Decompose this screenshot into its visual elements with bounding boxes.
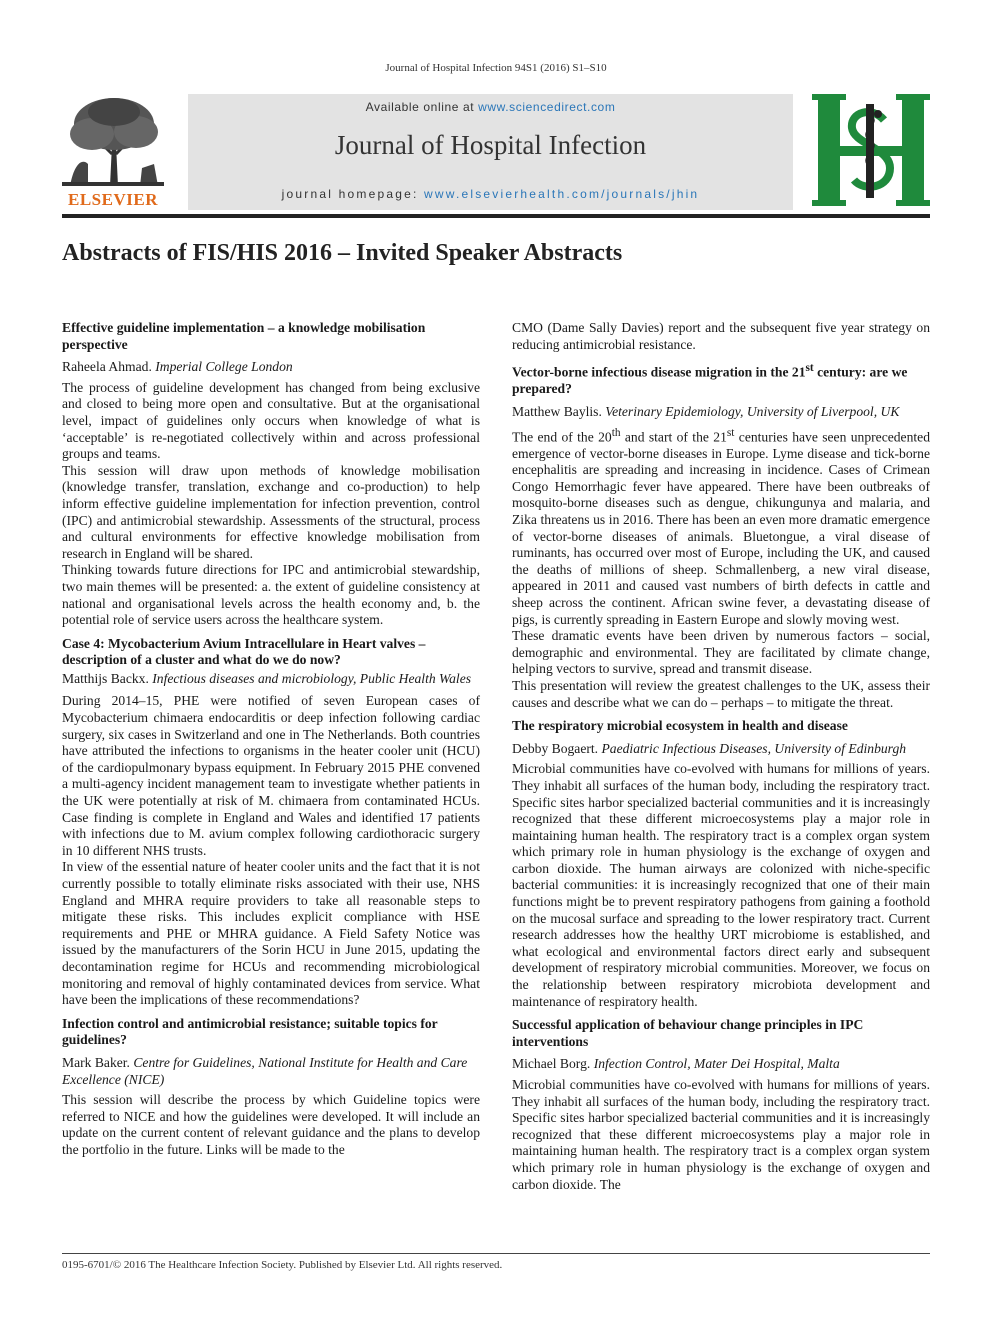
abstract-paragraph: Thinking towards future directions for IPC and antimicrobial stewardship, two main themes will be presented: a. the extent of guideline consistency at national and organisational levels across the health economy and, b. the potential role of service users across the healthcare system. bbox=[62, 562, 480, 628]
elsevier-wordmark: ELSEVIER bbox=[68, 190, 158, 209]
homepage-link[interactable]: www.elsevierhealth.com/journals/jhin bbox=[424, 187, 700, 201]
abstract-paragraph: These dramatic events have been driven by numerous factors – social, demographic and environmental. They are facilitated by climate change, helping vectors to survive, spread and transmit disease. bbox=[512, 628, 930, 677]
available-label: Available online at bbox=[365, 100, 479, 114]
abstract-paragraph: This presentation will review the greatest challenges to the UK, assess their causes and describe what we can do – perhaps – to mitigate the threat. bbox=[512, 677, 930, 710]
available-online bbox=[188, 100, 793, 114]
abstract-paragraph: Microbial communities have co-evolved with humans for millions of years. They inhabit all surfaces of the human body, including the respiratory tract. Specific sites harbor specialized bacterial communities and it is increasingly recognized that these different microecosystems play a major role in maintaining human health. The respiratory tract is a complex organ system which primary role in human physiology is the exchange of oxygen and carbon dioxide. The human airways are colonized with niche-specific bacterial communities: it is increasingly recognized that one of their main functions might be to prevent respiratory pathogens from gaining a foothold on the mucosal surface and spreading to the lower respiratory tract. Current research addresses how the healthy URT microbiome is established, and what ecological and environmental factors direct early and subsequent development of respiratory microbial communities. Moreover, we focus on the relationship between respiratory microbiota development and maintenance of respiratory health. bbox=[512, 761, 930, 1009]
author-affiliation: Veterinary Epidemiology, University of Liverpool, UK bbox=[605, 403, 900, 419]
abstract-title: The respiratory microbial ecosystem in health and disease bbox=[512, 718, 848, 734]
abstract-title: Infection control and antimicrobial resistance; suitable topics for guidelines? bbox=[62, 1015, 438, 1048]
author-name: Matthew Baylis. bbox=[512, 403, 602, 419]
title-text: Vector-borne infectious disease migration in the 21 bbox=[512, 364, 806, 380]
author-line bbox=[62, 1055, 480, 1088]
abstract-paragraph: Microbial communities have co-evolved with humans for millions of years. They inhabit all surfaces of the human body, including the respiratory tract. Specific sites harbor specialized bacterial communities and it is increasingly recognized that these different microecosystems play a major role in maintaining human health. The respiratory tract is a complex organ system which primary role in human physiology is the exchange of oxygen and carbon dioxide. The bbox=[512, 1077, 930, 1192]
copyright-footer: 0195-6701/© 2016 The Healthcare Infection Society. Published by Elsevier Ltd. All rights reserved. bbox=[62, 1259, 503, 1271]
author-affiliation: Paediatric Infectious Diseases, University of Edinburgh bbox=[601, 740, 907, 756]
para-text: centuries have seen unprecedented emergence of vector-borne diseases in Europe. Lyme disease and tick-borne encephalitis are spreading and increasing in incidence. Cases of Crimean Congo Hemorrhagic fever have appeared. There have been outbreaks of mosquito-borne diseases such as dengue, chikungunya and malaria, and Zika threatens us in 2016. There has been an even more dramatic emergence of vector-borne diseases of animals. Bluetongue, a viral disease of ruminants, has occurred over most of Europe, including the UK, and caused the deaths of millions of sheep. Schmallenberg, a new viral disease, appeared in 2011 and caused vast numbers of birth defects in cattle and sheep across the continent. African swine fever, a devastating disease of pigs, is currently spreading in Eastern Europe and slowly moving west. bbox=[512, 429, 930, 627]
title-text: century: are we prepared? bbox=[512, 364, 908, 397]
author-affiliation: Infection Control, Mater Dei Hospital, Malta bbox=[593, 1056, 840, 1072]
homepage-label: journal homepage: bbox=[281, 187, 425, 201]
author-name: Raheela Ahmad. bbox=[62, 359, 152, 375]
author-affiliation: Infectious diseases and microbiology, Public Health Wales bbox=[152, 670, 472, 686]
abstract-paragraph: In view of the essential nature of heater cooler units and the fact that it is not currently possible to totally eliminate risks associated with their use, NHS England and MHRA require providers to take all reasonable steps to mitigate these risks. This includes explicit compliance with HSE requirements and PHE or MHRA guidance. A Field Safety Notice was issued by the manufacturers of the Sorin HCU in June 2015, updating the decontamination regime for HCUs and recommending microbiological monitoring and removal of highly contaminated devices from service. What have been the implications of these recommendations? bbox=[62, 859, 480, 1008]
abstract-paragraph bbox=[512, 425, 930, 629]
his-society-logo-icon bbox=[812, 92, 930, 210]
para-text: The end of the 20 bbox=[512, 429, 612, 445]
journal-homepage bbox=[188, 187, 793, 201]
abstract-paragraph: CMO (Dame Sally Davies) report and the subsequent five year strategy on reducing antimicrobial resistance. bbox=[512, 320, 930, 352]
journal-banner bbox=[188, 94, 793, 210]
para-superscript: st bbox=[726, 426, 735, 439]
header-rule bbox=[62, 214, 930, 218]
abstract-title: Case 4: Mycobacterium Avium Intracellulare in Heart valves – description of a cluster and what do we do now? bbox=[62, 635, 426, 668]
journal-title: Journal of Hospital Infection bbox=[334, 130, 647, 160]
author-name: Michael Borg. bbox=[512, 1056, 591, 1072]
author-line bbox=[512, 404, 930, 421]
abstract-paragraph: The process of guideline development has changed from being exclusive and closed to being more open and consultative. But at the organisational level, impact of guidelines only occurs when knowledge of what is ‘acceptable’ is re-negotiated collectively within and across professional groups and teams. bbox=[62, 379, 480, 462]
author-name: Matthijs Backx. bbox=[62, 670, 149, 686]
para-superscript: th bbox=[611, 426, 621, 439]
author-line bbox=[62, 671, 480, 688]
right-column bbox=[512, 320, 930, 1193]
author-line bbox=[512, 1056, 930, 1073]
abstract-title bbox=[512, 360, 930, 398]
author-name: Debby Bogaert. bbox=[512, 740, 599, 756]
abstract-paragraph: This session will draw upon methods of knowledge mobilisation (knowledge transfer, translation, exchange and co-production) to help inform effective guideline implementation for infection prevention, control (IPC) and antimicrobial stewardship. Assessments of the structural, process and cultural environments for effective knowledge mobilisation from research in England will be shared. bbox=[62, 462, 480, 561]
author-name: Mark Baker. bbox=[62, 1054, 130, 1070]
footer-rule bbox=[62, 1253, 930, 1254]
author-line bbox=[512, 741, 930, 758]
sciencedirect-link[interactable]: www.sciencedirect.com bbox=[478, 100, 616, 114]
article-title: Abstracts of FIS/HIS 2016 – Invited Speaker Abstracts bbox=[62, 240, 623, 266]
left-column bbox=[62, 320, 480, 1159]
abstract-paragraph: This session will describe the process by which Guideline topics were referred to NICE and how the guidelines were developed. It will include an update on the current content of relevant guidance and the plans to develop the portfolio in the future. Links will be made to the bbox=[62, 1092, 480, 1157]
abstract-title: Successful application of behaviour change principles in IPC interventions bbox=[512, 1017, 864, 1049]
para-text: and start of the 21 bbox=[620, 429, 727, 445]
journal-citation: Journal of Hospital Infection 94S1 (2016) S1–S10 bbox=[385, 62, 607, 74]
author-affiliation: Imperial College London bbox=[155, 359, 293, 375]
title-superscript: st bbox=[805, 362, 814, 375]
author-line bbox=[62, 359, 480, 376]
author-affiliation: Centre for Guidelines, National Institute for Health and Care Excellence (NICE) bbox=[62, 1054, 468, 1087]
abstract-title: Effective guideline implementation – a knowledge mobilisation perspective bbox=[62, 320, 426, 352]
abstract-paragraph: During 2014–15, PHE were notified of seven European cases of Mycobacterium chimaera endocarditis or deep infection following cardiac surgery, six cases in Switzerland and one in The Netherlands. Both countries have attributed the infections to organisms in the heater cooler unit (HCU) of the cardiopulmonary bypass equipment. In February 2015 PHE convened a multi-agency incident management team to investigate whether patients in the UK were potentially at risk of M. chimaera from contaminated HCUs. Case finding is complete in England and Wales and identified 17 patients with infections due to M. avium complex following cardiothoracic surgery in 10 different NHS trusts. bbox=[62, 693, 480, 858]
